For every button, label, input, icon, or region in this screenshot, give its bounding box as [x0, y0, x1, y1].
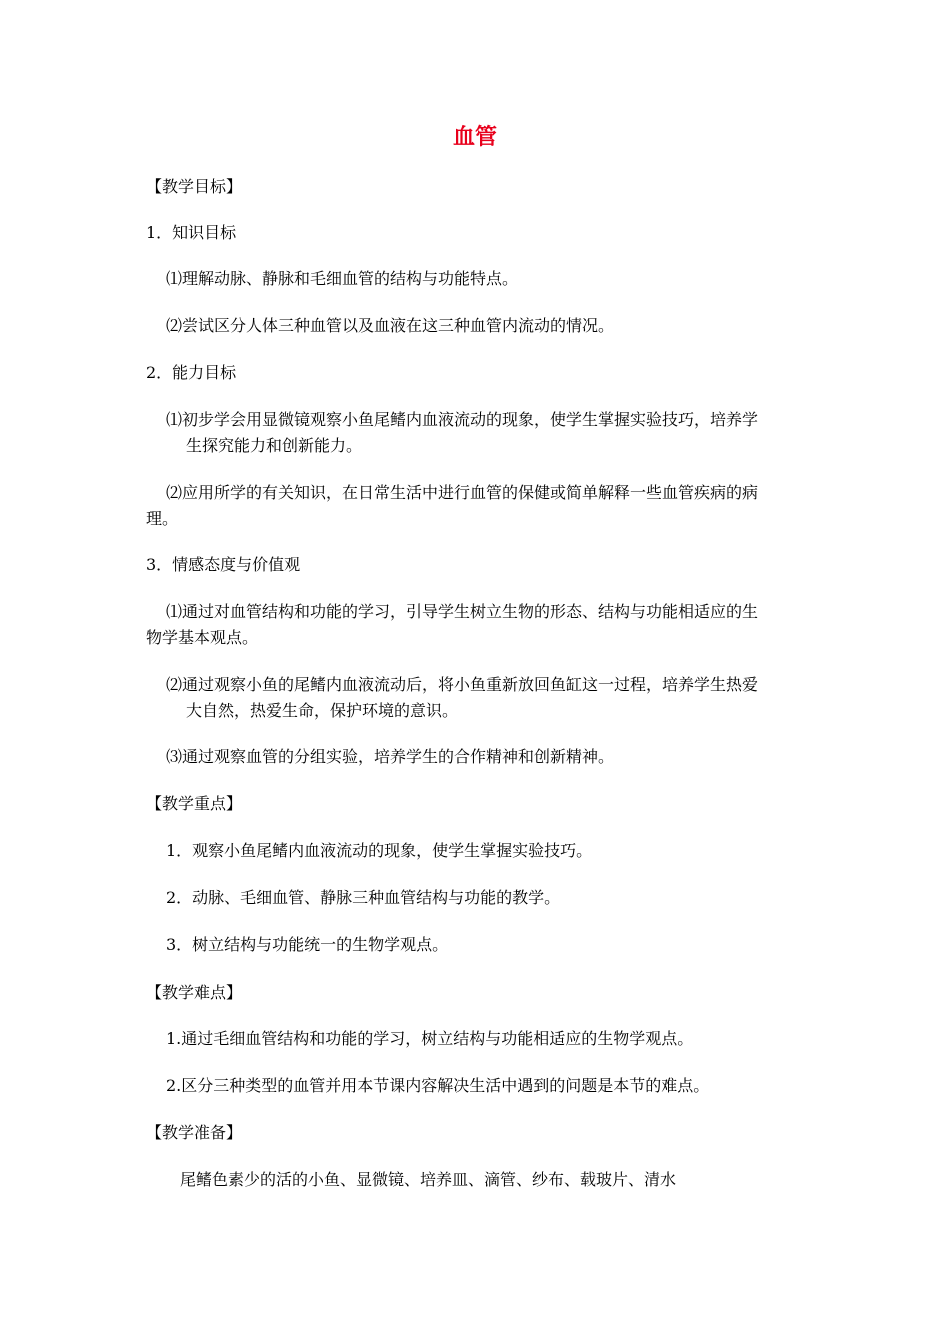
key-point-3: 3．树立结构与功能统一的生物学观点。	[166, 935, 449, 954]
key-point-2: 2．动脉、毛细血管、静脉三种血管结构与功能的教学。	[166, 888, 561, 907]
knowledge-item-1: ⑴理解动脉、静脉和毛细血管的结构与功能特点。	[166, 269, 519, 288]
knowledge-item-2: ⑵尝试区分人体三种血管以及血液在这三种血管内流动的情况。	[166, 316, 615, 335]
ability-item-1-line-2: 生探究能力和创新能力。	[186, 436, 363, 455]
ability-item-2-line-2: 理。	[146, 509, 179, 528]
difficulty-2: 2.区分三种类型的血管并用本节课内容解决生活中遇到的问题是本节的难点。	[166, 1076, 710, 1095]
ability-objectives-label: 2．能力目标	[146, 363, 237, 382]
preparation-heading: 【教学准备】	[146, 1123, 243, 1142]
ability-item-1-line-1: ⑴初步学会用显微镜观察小鱼尾鳍内血液流动的现象，使学生掌握实验技巧，培养学	[166, 410, 759, 429]
emotion-item-1-line-2: 物学基本观点。	[146, 628, 259, 647]
key-point-1: 1．观察小鱼尾鳍内血液流动的现象，使学生掌握实验技巧。	[166, 841, 593, 860]
objectives-heading: 【教学目标】	[146, 177, 243, 196]
page-title: 血管	[452, 125, 497, 150]
difficulties-heading: 【教学难点】	[146, 983, 243, 1002]
difficulty-1: 1.通过毛细血管结构和功能的学习，树立结构与功能相适应的生物学观点。	[166, 1029, 694, 1048]
emotion-item-2-line-2: 大自然，热爱生命，保护环境的意识。	[186, 701, 459, 720]
preparation-materials: 尾鳍色素少的活的小鱼、显微镜、培养皿、滴管、纱布、载玻片、清水	[180, 1170, 677, 1189]
key-points-heading: 【教学重点】	[146, 794, 243, 813]
ability-item-2-line-1: ⑵应用所学的有关知识，在日常生活中进行血管的保健或简单解释一些血管疾病的病	[166, 483, 759, 502]
emotion-objectives-label: 3．情感态度与价值观	[146, 555, 301, 574]
emotion-item-2-line-1: ⑵通过观察小鱼的尾鳍内血液流动后，将小鱼重新放回鱼缸这一过程，培养学生热爱	[166, 675, 759, 694]
knowledge-objectives-label: 1．知识目标	[146, 223, 237, 242]
emotion-item-3: ⑶通过观察血管的分组实验，培养学生的合作精神和创新精神。	[166, 747, 615, 766]
emotion-item-1-line-1: ⑴通过对血管结构和功能的学习，引导学生树立生物的形态、结构与功能相适应的生	[166, 602, 759, 621]
